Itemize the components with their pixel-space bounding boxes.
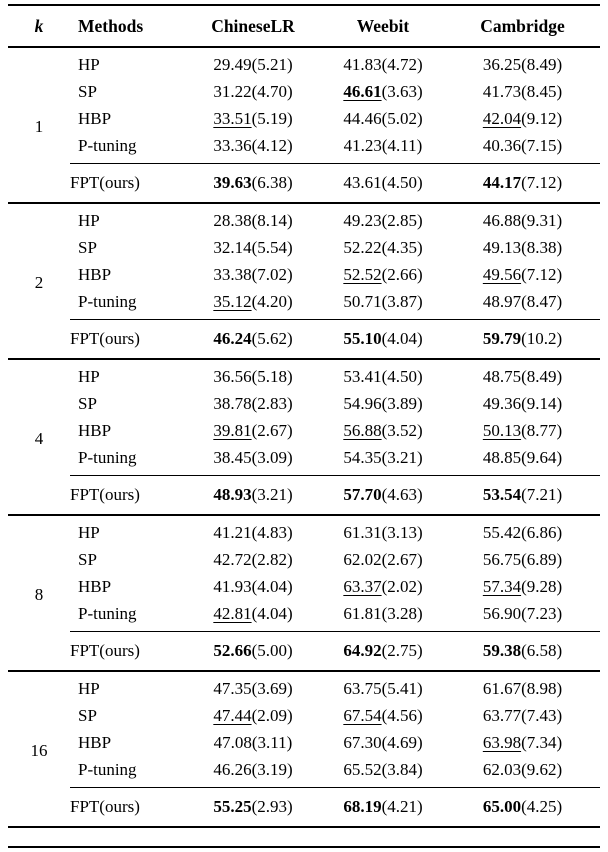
score-value: 53.41 — [343, 367, 382, 386]
k-value: 1 — [34, 116, 44, 136]
score-cell — [445, 47, 600, 79]
score-std: (7.12) — [521, 265, 563, 284]
score-std: (2.83) — [251, 394, 293, 413]
score-value: 42.72 — [213, 550, 252, 569]
score-value: 56.75 — [482, 550, 522, 569]
score-value: 48.97 — [482, 292, 522, 311]
score-value: 54.35 — [343, 448, 382, 467]
score-cell — [321, 515, 445, 547]
score-value: 36.56 — [213, 367, 252, 386]
score-value: 33.36 — [213, 136, 252, 155]
score-std: (7.21) — [521, 485, 563, 504]
score-value: 42.04 — [482, 109, 522, 128]
results-table — [8, 4, 600, 828]
score-cell — [321, 391, 445, 418]
score-value: 65.00 — [482, 797, 522, 816]
method-name: P-tuning — [78, 448, 137, 467]
score-value: 50.71 — [343, 292, 382, 311]
method-name: P-tuning — [78, 760, 137, 779]
score-std: (9.12) — [521, 109, 563, 128]
group-k-1 — [8, 47, 600, 203]
score-value: 29.49 — [213, 55, 252, 74]
score-std: (10.2) — [521, 329, 563, 348]
score-std: (4.50) — [381, 173, 423, 192]
score-cell — [445, 203, 600, 235]
column-header-chineselr: ChineseLR — [185, 5, 321, 47]
method-row — [8, 515, 600, 547]
score-value: 39.81 — [213, 421, 252, 440]
score-value: 61.31 — [343, 523, 382, 542]
method-row — [8, 445, 600, 476]
method-name: HP — [78, 55, 100, 74]
score-std: (5.54) — [251, 238, 293, 257]
score-std: (8.45) — [521, 82, 563, 101]
score-std: (7.43) — [521, 706, 563, 725]
score-std: (3.63) — [381, 82, 423, 101]
group-k-4 — [8, 359, 600, 515]
score-value: 49.56 — [482, 265, 522, 284]
score-cell — [445, 391, 600, 418]
score-std: (5.00) — [251, 641, 293, 660]
score-value: 38.78 — [213, 394, 252, 413]
score-std: (4.69) — [381, 733, 423, 752]
score-std: (3.87) — [381, 292, 423, 311]
score-cell — [321, 79, 445, 106]
score-std: (4.83) — [251, 523, 293, 542]
score-std: (8.47) — [521, 292, 563, 311]
score-cell — [445, 164, 600, 204]
score-cell — [185, 703, 321, 730]
score-cell — [445, 703, 600, 730]
score-cell — [321, 788, 445, 828]
score-std: (6.86) — [521, 523, 563, 542]
score-value: 52.52 — [343, 265, 382, 284]
method-name: FPT(ours) — [70, 476, 185, 516]
score-cell — [321, 47, 445, 79]
score-value: 48.85 — [482, 448, 522, 467]
score-cell — [185, 757, 321, 788]
score-std: (4.50) — [381, 367, 423, 386]
score-std: (7.34) — [521, 733, 563, 752]
score-std: (5.18) — [251, 367, 293, 386]
score-value: 39.63 — [213, 173, 252, 192]
score-std: (8.49) — [521, 367, 563, 386]
score-cell — [445, 515, 600, 547]
column-header-k: k — [8, 5, 70, 47]
score-std: (3.69) — [251, 679, 293, 698]
score-cell — [445, 445, 600, 476]
score-value: 49.36 — [482, 394, 522, 413]
score-value: 28.38 — [213, 211, 252, 230]
ours-row — [8, 476, 600, 516]
score-value: 36.25 — [482, 55, 522, 74]
score-std: (3.09) — [251, 448, 293, 467]
score-std: (3.13) — [381, 523, 423, 542]
group-k-16 — [8, 671, 600, 827]
method-name: P-tuning — [78, 136, 137, 155]
score-cell — [185, 574, 321, 601]
score-value: 55.10 — [343, 329, 382, 348]
method-row — [8, 203, 600, 235]
k-value: 16 — [30, 740, 48, 760]
score-std: (3.21) — [251, 485, 293, 504]
score-std: (5.19) — [251, 109, 293, 128]
score-std: (8.98) — [521, 679, 563, 698]
method-name: SP — [78, 82, 97, 101]
score-value: 62.02 — [343, 550, 382, 569]
score-cell — [185, 203, 321, 235]
score-std: (8.77) — [521, 421, 563, 440]
score-value: 33.51 — [213, 109, 252, 128]
method-row — [8, 391, 600, 418]
score-std: (4.04) — [251, 604, 293, 623]
score-std: (2.09) — [251, 706, 293, 725]
score-cell — [445, 476, 600, 516]
score-cell — [185, 79, 321, 106]
score-std: (7.12) — [521, 173, 563, 192]
score-cell — [185, 262, 321, 289]
score-cell — [185, 515, 321, 547]
score-value: 46.26 — [213, 760, 252, 779]
score-std: (2.82) — [251, 550, 293, 569]
score-cell — [445, 79, 600, 106]
method-name: HP — [78, 523, 100, 542]
score-value: 52.22 — [343, 238, 382, 257]
k-value: 4 — [34, 428, 44, 448]
method-row — [8, 106, 600, 133]
score-cell — [185, 164, 321, 204]
score-cell — [321, 601, 445, 632]
method-name: SP — [78, 706, 97, 725]
score-std: (2.93) — [251, 797, 293, 816]
score-cell — [445, 547, 600, 574]
score-cell — [185, 235, 321, 262]
method-row — [8, 574, 600, 601]
ours-row — [8, 320, 600, 360]
score-cell — [321, 418, 445, 445]
score-cell — [321, 547, 445, 574]
score-cell — [185, 320, 321, 360]
score-cell — [321, 235, 445, 262]
score-cell — [185, 418, 321, 445]
score-cell — [321, 289, 445, 320]
score-value: 68.19 — [343, 797, 382, 816]
score-value: 35.12 — [213, 292, 252, 311]
method-row — [8, 47, 600, 79]
score-std: (2.75) — [381, 641, 423, 660]
method-name: SP — [78, 238, 97, 257]
score-value: 38.45 — [213, 448, 252, 467]
score-cell — [445, 359, 600, 391]
score-value: 62.03 — [482, 760, 522, 779]
score-std: (7.23) — [521, 604, 563, 623]
score-value: 59.79 — [482, 329, 522, 348]
score-cell — [445, 632, 600, 672]
column-header-weebit: Weebit — [321, 5, 445, 47]
method-name: FPT(ours) — [70, 320, 185, 360]
score-std: (6.38) — [251, 173, 293, 192]
k-value: 8 — [34, 584, 44, 604]
score-std: (9.62) — [521, 760, 563, 779]
score-std: (3.21) — [381, 448, 423, 467]
score-std: (4.21) — [381, 797, 423, 816]
score-cell — [321, 757, 445, 788]
score-std: (5.41) — [381, 679, 423, 698]
score-value: 63.77 — [482, 706, 522, 725]
method-row — [8, 289, 600, 320]
score-value: 42.81 — [213, 604, 252, 623]
score-std: (2.66) — [381, 265, 423, 284]
score-value: 44.46 — [343, 109, 382, 128]
score-cell — [321, 203, 445, 235]
score-std: (4.11) — [381, 136, 423, 155]
score-value: 57.34 — [482, 577, 522, 596]
score-value: 47.35 — [213, 679, 252, 698]
score-std: (9.28) — [521, 577, 563, 596]
method-row — [8, 730, 600, 757]
score-value: 32.14 — [213, 238, 252, 257]
score-value: 40.36 — [482, 136, 522, 155]
method-name: P-tuning — [78, 292, 137, 311]
score-value: 41.93 — [213, 577, 252, 596]
score-cell — [185, 445, 321, 476]
score-cell — [445, 788, 600, 828]
score-std: (6.89) — [521, 550, 563, 569]
score-cell — [321, 703, 445, 730]
method-row — [8, 79, 600, 106]
score-value: 56.90 — [482, 604, 522, 623]
method-name: P-tuning — [78, 604, 137, 623]
score-value: 49.23 — [343, 211, 382, 230]
score-std: (2.67) — [381, 550, 423, 569]
score-std: (5.62) — [251, 329, 293, 348]
score-value: 43.61 — [343, 173, 382, 192]
score-value: 41.83 — [343, 55, 382, 74]
method-row — [8, 757, 600, 788]
score-std: (3.84) — [381, 760, 423, 779]
score-cell — [185, 671, 321, 703]
bottom-rule — [8, 846, 600, 848]
method-row — [8, 547, 600, 574]
score-value: 41.73 — [482, 82, 522, 101]
score-std: (9.31) — [521, 211, 563, 230]
column-header-methods: Methods — [70, 5, 185, 47]
score-cell — [445, 133, 600, 164]
score-std: (4.04) — [381, 329, 423, 348]
score-value: 63.98 — [482, 733, 522, 752]
score-std: (9.64) — [521, 448, 563, 467]
score-value: 52.66 — [213, 641, 252, 660]
score-cell — [445, 106, 600, 133]
score-cell — [445, 601, 600, 632]
score-value: 49.13 — [482, 238, 522, 257]
score-std: (7.02) — [251, 265, 293, 284]
column-header-cambridge: Cambridge — [445, 5, 600, 47]
score-std: (3.11) — [251, 733, 293, 752]
score-cell — [445, 730, 600, 757]
score-cell — [321, 262, 445, 289]
score-cell — [321, 445, 445, 476]
score-cell — [445, 289, 600, 320]
score-value: 47.44 — [213, 706, 252, 725]
score-cell — [321, 320, 445, 360]
score-value: 55.25 — [213, 797, 252, 816]
score-cell — [445, 418, 600, 445]
method-name: HBP — [78, 109, 112, 128]
score-value: 33.38 — [213, 265, 252, 284]
method-row — [8, 703, 600, 730]
method-name: HBP — [78, 421, 112, 440]
score-std: (9.14) — [521, 394, 563, 413]
k-value: 2 — [34, 272, 44, 292]
score-value: 48.75 — [482, 367, 522, 386]
score-value: 67.54 — [343, 706, 382, 725]
score-cell — [445, 262, 600, 289]
score-std: (5.21) — [251, 55, 293, 74]
score-value: 64.92 — [343, 641, 382, 660]
score-cell — [185, 359, 321, 391]
score-value: 41.23 — [343, 136, 382, 155]
score-value: 46.88 — [482, 211, 522, 230]
method-name: FPT(ours) — [70, 788, 185, 828]
method-name: HBP — [78, 577, 112, 596]
method-row — [8, 133, 600, 164]
method-row — [8, 601, 600, 632]
score-value: 46.61 — [343, 82, 382, 101]
method-name: SP — [78, 550, 97, 569]
score-std: (3.19) — [251, 760, 293, 779]
score-cell — [185, 289, 321, 320]
score-cell — [445, 320, 600, 360]
score-std: (6.58) — [521, 641, 563, 660]
score-std: (4.72) — [381, 55, 423, 74]
score-cell — [185, 476, 321, 516]
method-name: FPT(ours) — [70, 164, 185, 204]
score-cell — [185, 788, 321, 828]
score-cell — [321, 671, 445, 703]
score-value: 47.08 — [213, 733, 252, 752]
table-header — [8, 5, 600, 47]
score-std: (8.49) — [521, 55, 563, 74]
method-row — [8, 235, 600, 262]
score-std: (5.02) — [381, 109, 423, 128]
score-value: 55.42 — [482, 523, 522, 542]
score-value: 61.67 — [482, 679, 522, 698]
method-name: HP — [78, 367, 100, 386]
method-row — [8, 671, 600, 703]
method-name: HBP — [78, 265, 112, 284]
score-std: (8.14) — [251, 211, 293, 230]
score-value: 53.54 — [482, 485, 522, 504]
score-std: (2.02) — [381, 577, 423, 596]
score-std: (4.63) — [381, 485, 423, 504]
score-cell — [185, 47, 321, 79]
score-value: 56.88 — [343, 421, 382, 440]
score-std: (4.70) — [251, 82, 293, 101]
score-std: (4.35) — [381, 238, 423, 257]
score-cell — [445, 671, 600, 703]
score-std: (2.85) — [381, 211, 423, 230]
score-value: 46.24 — [213, 329, 252, 348]
score-cell — [321, 106, 445, 133]
score-cell — [445, 757, 600, 788]
method-row — [8, 359, 600, 391]
score-cell — [321, 359, 445, 391]
ours-row — [8, 788, 600, 828]
score-value: 67.30 — [343, 733, 382, 752]
score-cell — [445, 574, 600, 601]
score-value: 44.17 — [482, 173, 522, 192]
method-name: HBP — [78, 733, 112, 752]
score-std: (7.15) — [521, 136, 563, 155]
method-row — [8, 418, 600, 445]
score-cell — [185, 391, 321, 418]
score-value: 50.13 — [482, 421, 522, 440]
score-cell — [321, 574, 445, 601]
score-std: (2.67) — [251, 421, 293, 440]
score-cell — [185, 106, 321, 133]
score-std: (4.25) — [521, 797, 563, 816]
score-std: (4.12) — [251, 136, 293, 155]
method-name: SP — [78, 394, 97, 413]
method-row — [8, 262, 600, 289]
score-value: 48.93 — [213, 485, 252, 504]
score-value: 57.70 — [343, 485, 382, 504]
score-value: 54.96 — [343, 394, 382, 413]
score-cell — [321, 476, 445, 516]
score-cell — [321, 164, 445, 204]
score-cell — [321, 730, 445, 757]
ours-row — [8, 632, 600, 672]
score-cell — [185, 730, 321, 757]
score-value: 31.22 — [213, 82, 252, 101]
score-cell — [445, 235, 600, 262]
score-value: 63.75 — [343, 679, 382, 698]
group-k-8 — [8, 515, 600, 671]
score-cell — [185, 632, 321, 672]
group-k-2 — [8, 203, 600, 359]
header-row — [8, 5, 600, 47]
score-cell — [185, 547, 321, 574]
score-std: (3.89) — [381, 394, 423, 413]
score-cell — [321, 632, 445, 672]
score-value: 59.38 — [482, 641, 522, 660]
ours-row — [8, 164, 600, 204]
score-value: 63.37 — [343, 577, 382, 596]
method-name: HP — [78, 679, 100, 698]
score-value: 41.21 — [213, 523, 252, 542]
score-value: 65.52 — [343, 760, 382, 779]
score-cell — [321, 133, 445, 164]
method-name: HP — [78, 211, 100, 230]
method-name: FPT(ours) — [70, 632, 185, 672]
score-std: (4.04) — [251, 577, 293, 596]
score-std: (3.28) — [381, 604, 423, 623]
score-cell — [185, 601, 321, 632]
score-std: (8.38) — [521, 238, 563, 257]
score-value: 61.81 — [343, 604, 382, 623]
score-std: (3.52) — [381, 421, 423, 440]
score-cell — [185, 133, 321, 164]
score-std: (4.20) — [251, 292, 293, 311]
score-std: (4.56) — [381, 706, 423, 725]
